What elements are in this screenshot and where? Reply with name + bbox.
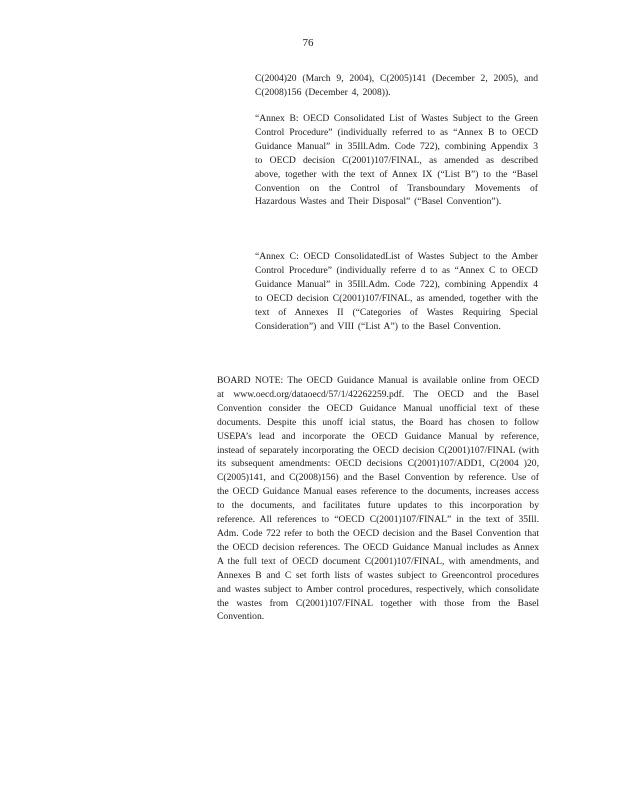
citation-continuation-text: C(2004)20 (March 9, 2004), C(2005)141 (December 2, 2005), and C(2008)156 (December 4, 2008)). [255, 73, 538, 98]
annex-b-paragraph [255, 112, 538, 209]
citation-continuation [255, 72, 538, 100]
board-note [217, 374, 539, 624]
annex-c-text: “Annex C: OECD ConsolidatedList of Wastes Subject to the Amber Control Procedure” (individually referre d to as “Annex C to OECD Guidance Manual” in 35Ill.Adm. Code 722), combining Appendix 4 to OECD decision C(2001)107/FINAL, as amended, together with the text of Annexes II (“Categories of Wastes Requiring Special Consideration”) and VIII (“List A”) to the Basel Convention. [255, 251, 538, 332]
page-number: 76 [302, 37, 314, 49]
annex-c-paragraph [255, 250, 538, 333]
annex-b-text: “Annex B: OECD Consolidated List of Wastes Subject to the Green Control Procedure” (individually referred to as “Annex B to OECD Guidance Manual” in 35Ill.Adm. Code 722), combining Appendix 3 to OECD decision C(2001)107/FINAL, as amended as described above, together with the text of Annex IX (“List B”) to the “Basel Convention on the Control of Transboundary Movements of Hazardous Wastes and Their Disposal” (“Basel Convention”). [255, 113, 538, 208]
board-note-text: BOARD NOTE: The OECD Guidance Manual is available online from OECD at www.oecd.org/dataoecd/57/1/42262259.pdf. The OECD and the Basel Convention consider the OECD Guidance Manual unofficial text of these documents. Despite this unoff icial status, the Board has chosen to follow USEPA’s lead and incorporate the OECD Guidance Manual by reference, instead of separately incorporating the OECD decision C(2001)107/FINAL (with its subsequent amendments: OECD decisions C(2001)107/ADD1, C(2004 )20, C(2005)141, and C(2008)156) and the Basel Convention by reference. Use of the OECD Guidance Manual eases reference to the documents, increases access to the documents, and facilitates future updates to this incorporation by reference. All references to “OECD C(2001)107/FINAL” in the text of 35Ill. Adm. Code 722 refer to both the OECD decision and the Basel Convention that the OECD decision references. The OECD Guidance Manual includes as Annex A the full text of OECD document C(2001)107/FINAL, with amendments, and Annexes B and C set forth lists of wastes subject to Greencontrol procedures and wastes subject to Amber control procedures, respectively, which consolidate the wastes from C(2001)107/FINAL together with those from the Basel Convention. [217, 375, 539, 623]
